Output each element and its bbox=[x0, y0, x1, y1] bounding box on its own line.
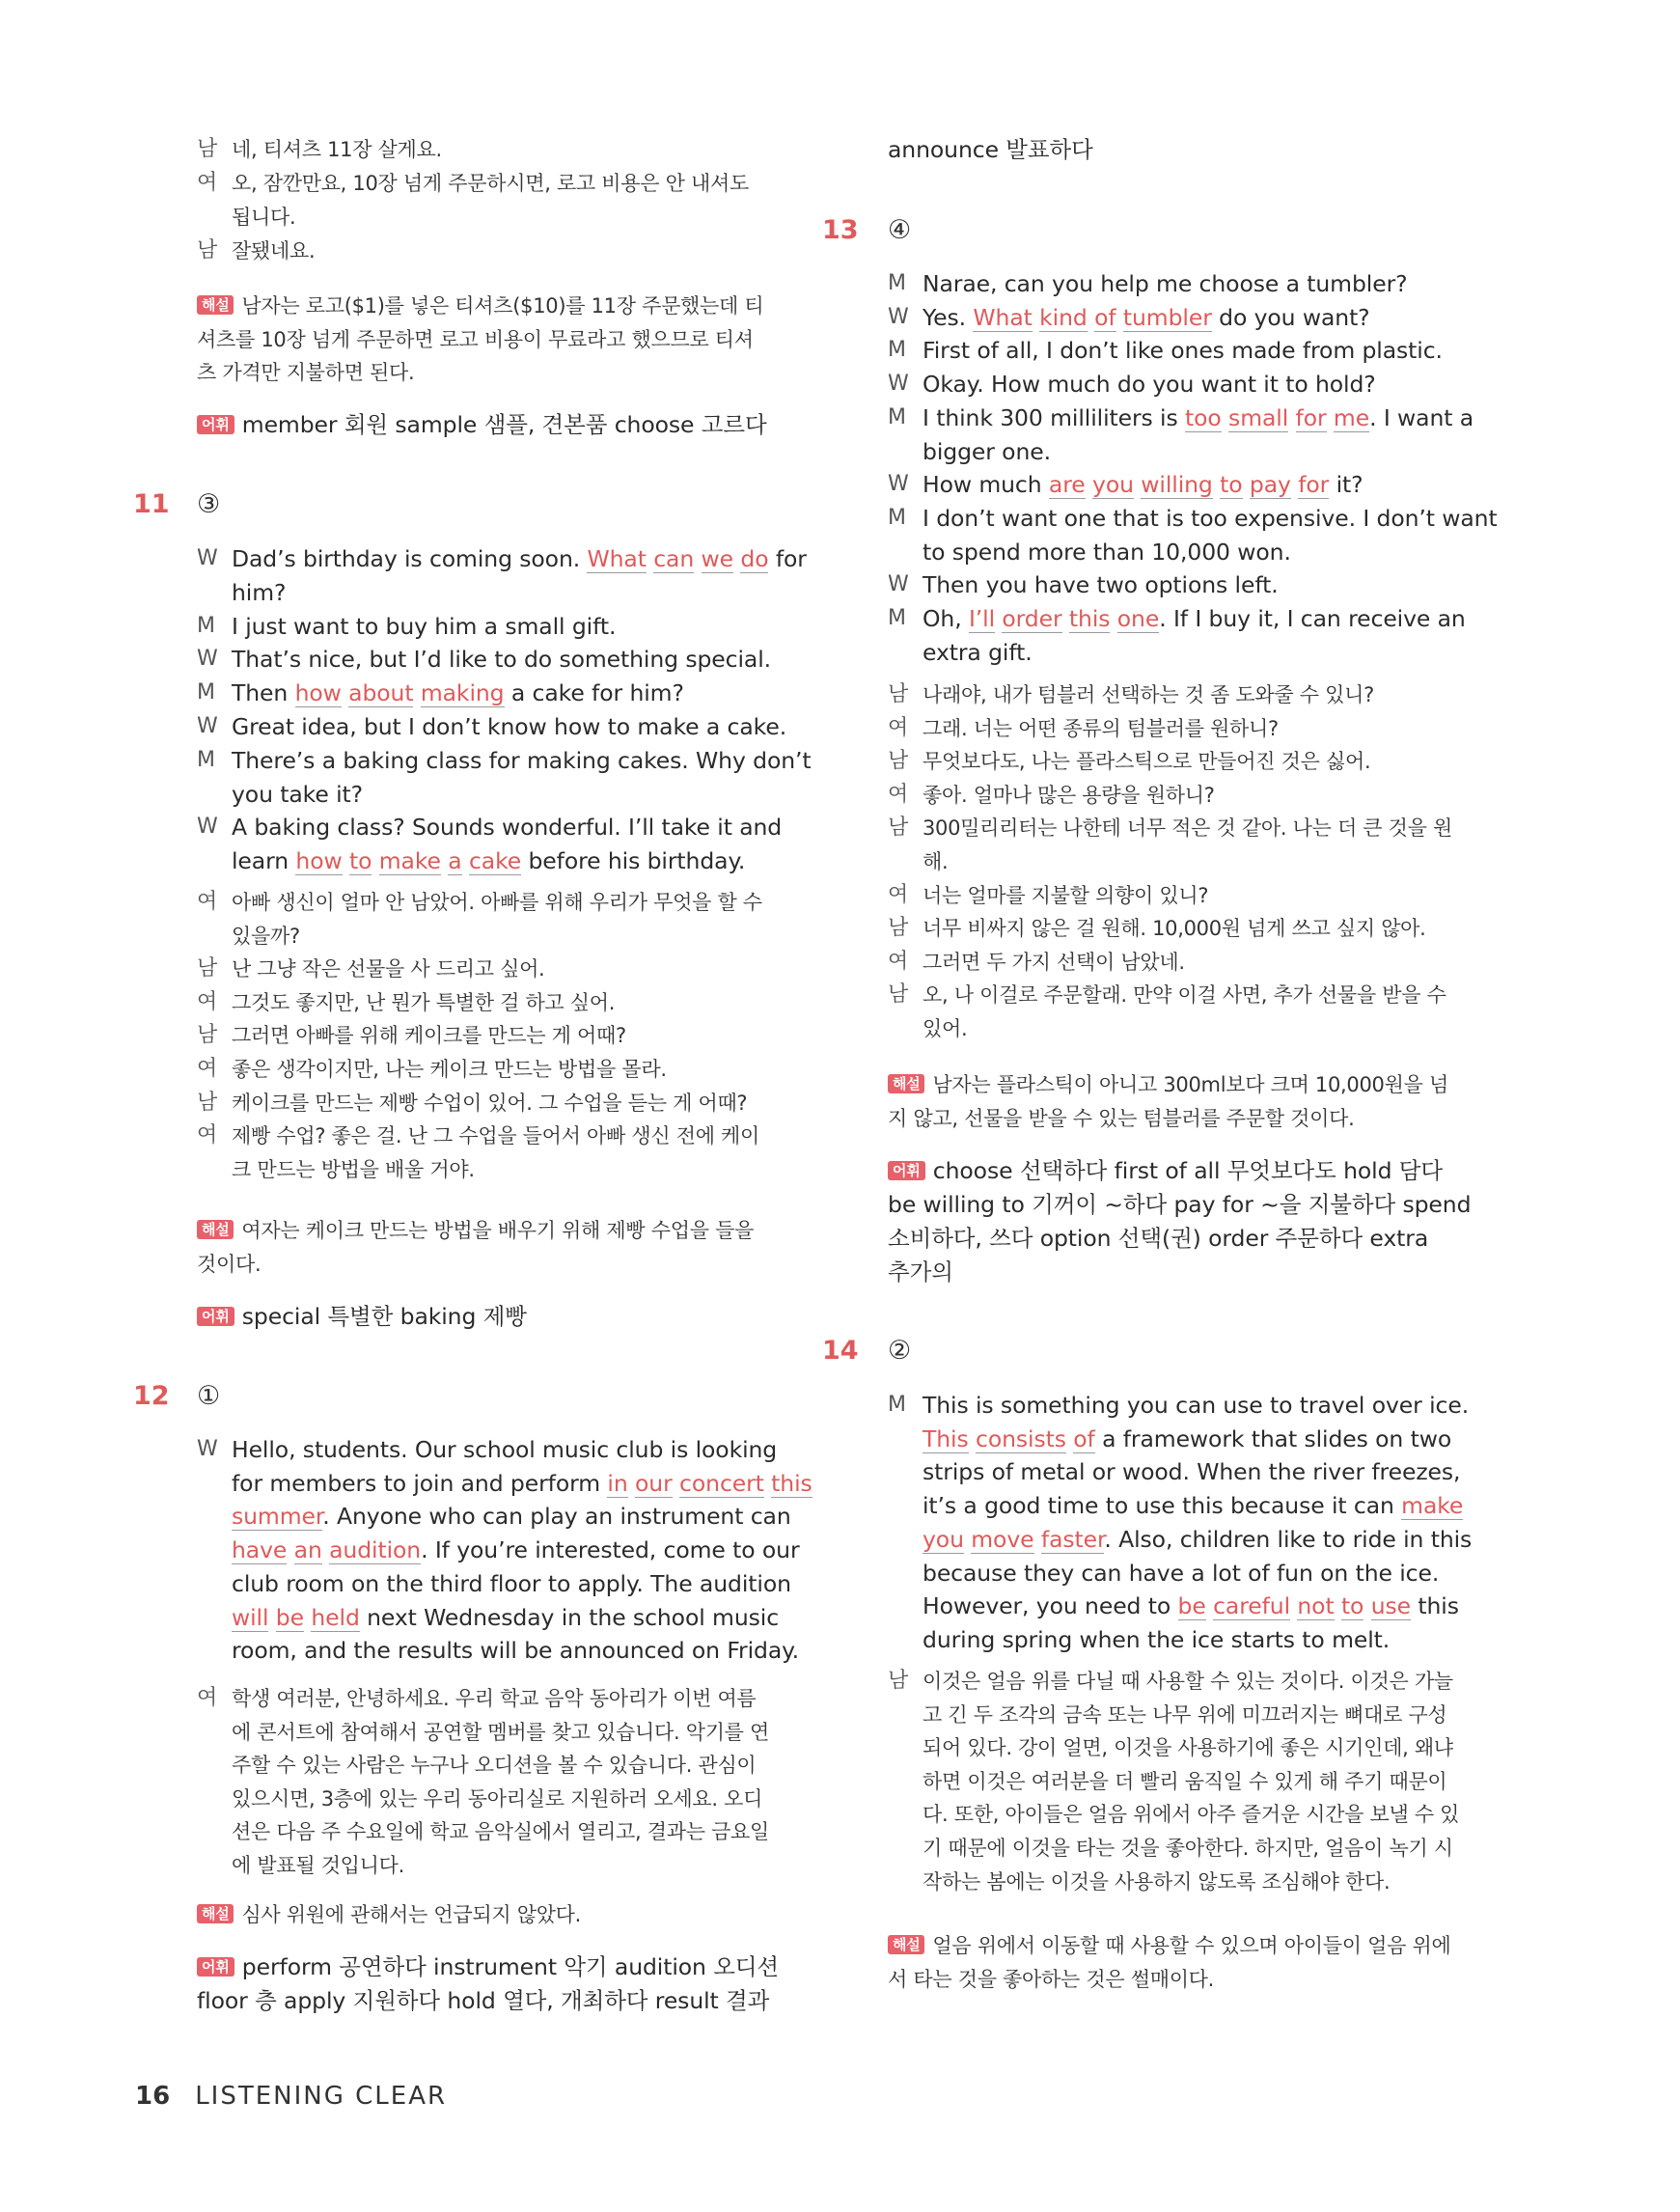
speaker-label: 남 bbox=[197, 1090, 217, 1115]
line-text: 좋은 생각이지만, 나는 케이크 만드는 방법을 몰라. bbox=[232, 1058, 667, 1081]
line-text: be willing to 기꺼이 ~하다 pay for ~을 지불하다 spend bbox=[888, 1191, 1472, 1218]
page-number: 16 bbox=[135, 2082, 171, 2111]
line-text: I just want to buy him a small gift. bbox=[232, 612, 617, 640]
line-text: 션은 다음 주 수요일에 학교 음악실에서 열리고, 결과는 금요일 bbox=[232, 1820, 770, 1844]
line-text: 나래야, 내가 텀블러 선택하는 것 좀 도와줄 수 있니? bbox=[923, 683, 1374, 706]
line-text: 셔츠를 10장 넘게 주문하면 로고 비용이 무료라고 했으므로 티셔 bbox=[197, 328, 754, 351]
speaker-label: M bbox=[888, 606, 906, 630]
question-number: 11 bbox=[133, 489, 170, 519]
speaker-label: W bbox=[197, 815, 218, 840]
blank-answer: in bbox=[607, 1469, 628, 1497]
blank-answer: held bbox=[311, 1603, 360, 1631]
line-text: 되어 있다. 강이 얼면, 이것을 사용하기에 좋은 시기인데, 왜냐 bbox=[923, 1736, 1453, 1760]
speaker-label: 여 bbox=[197, 1123, 217, 1148]
line-text: Hello, students. Our school music club is looking bbox=[232, 1436, 778, 1463]
line-text: 그래. 너는 어떤 종류의 텀블러를 원하니? bbox=[923, 716, 1279, 740]
line-text: Great idea, but I don’t know how to make a cake. bbox=[232, 713, 787, 740]
line-text: I don’t want one that is too expensive. I don’t want bbox=[923, 504, 1498, 532]
line-text: 해. bbox=[923, 850, 949, 873]
speaker-label: 여 bbox=[888, 715, 908, 740]
blank-answer: careful bbox=[1213, 1592, 1290, 1620]
blank-answer: consists bbox=[976, 1424, 1066, 1452]
explanation-badge: 해설 bbox=[197, 295, 234, 315]
line-text: bigger one. bbox=[923, 437, 1051, 465]
speaker-label: M bbox=[888, 505, 906, 530]
blank-answer: kind bbox=[1039, 303, 1088, 331]
line-text: you take it? bbox=[232, 780, 363, 808]
speaker-label: W bbox=[197, 1437, 218, 1461]
line-text: it’s a good time to use this because it can make bbox=[923, 1492, 1464, 1520]
blank-answer: our bbox=[635, 1469, 673, 1497]
blank-answer: I’ll bbox=[968, 605, 995, 632]
line-text: 제빵 수업? 좋은 걸. 난 그 수업을 들어서 아빠 생신 전에 케이 bbox=[232, 1124, 760, 1148]
question-number: 14 bbox=[822, 1336, 859, 1366]
speaker-label: 남 bbox=[888, 749, 908, 774]
line-text: However, you need to be careful not to use this bbox=[923, 1592, 1459, 1620]
blank-answer: small bbox=[1228, 403, 1289, 431]
answer-mark: ② bbox=[888, 1336, 912, 1366]
blank-answer: can bbox=[653, 545, 695, 572]
line-text: 너는 얼마를 지불할 의향이 있니? bbox=[923, 883, 1209, 907]
blank-answer: we bbox=[701, 545, 733, 572]
line-text: 무엇보다도, 나는 플라스틱으로 만들어진 것은 싫어. bbox=[923, 750, 1371, 774]
blank-answer: of bbox=[1094, 303, 1116, 331]
line-text: How much are you willing to pay for it? bbox=[923, 471, 1363, 499]
line-text: floor 층 apply 지원하다 hold 열다, 개최하다 result 결과 bbox=[197, 1987, 770, 2014]
speaker-label: M bbox=[888, 404, 906, 429]
speaker-label: 여 bbox=[197, 171, 217, 195]
blank-answer: move bbox=[971, 1525, 1034, 1553]
book-title: LISTENING CLEAR bbox=[195, 2082, 448, 2111]
explanation-badge: 해설 bbox=[888, 1074, 924, 1093]
blank-answer: What bbox=[587, 545, 647, 572]
line-text: 어휘 choose 선택하다 first of all 무엇보다도 hold 담다 bbox=[888, 1154, 1443, 1187]
line-text: This is something you can use to travel over ice. bbox=[923, 1392, 1470, 1419]
question-number: 13 bbox=[822, 215, 859, 245]
blank-answer: make bbox=[1401, 1492, 1464, 1520]
vocab-badge: 어휘 bbox=[197, 1307, 234, 1326]
blank-answer: be bbox=[1177, 1592, 1206, 1620]
blank-answer: have bbox=[232, 1536, 288, 1564]
line-text: 그러면 아빠를 위해 케이크를 만드는 게 어때? bbox=[232, 1024, 626, 1048]
explanation-badge: 해설 bbox=[197, 1904, 234, 1923]
speaker-label: W bbox=[197, 546, 218, 570]
line-text: 그것도 좋지만, 난 뭔가 특별한 걸 하고 싶어. bbox=[232, 990, 616, 1014]
line-text: 해설 심사 위원에 관해서는 언급되지 않았다. bbox=[197, 1898, 581, 1931]
blank-answer: pay bbox=[1249, 471, 1291, 499]
line-text: 크 만드는 방법을 배울 거야. bbox=[232, 1157, 475, 1181]
blank-answer: you bbox=[1092, 471, 1134, 499]
speaker-label: W bbox=[197, 647, 218, 672]
line-text: Then how about making a cake for him? bbox=[232, 679, 684, 707]
blank-answer: will bbox=[232, 1603, 269, 1631]
speaker-label: 남 bbox=[888, 682, 908, 706]
line-text: room, and the results will be announced on Friday. bbox=[232, 1637, 799, 1665]
line-text: 케이크를 만드는 제빵 수업이 있어. 그 수업을 듣는 게 어때? bbox=[232, 1091, 748, 1115]
blank-answer: order bbox=[1002, 605, 1062, 632]
blank-answer: about bbox=[348, 679, 414, 707]
blank-answer: willing bbox=[1141, 471, 1213, 499]
answer-mark: ③ bbox=[197, 489, 221, 519]
line-text: 난 그냥 작은 선물을 사 드리고 싶어. bbox=[232, 957, 545, 982]
explanation-badge: 해설 bbox=[888, 1935, 924, 1954]
speaker-label: 여 bbox=[197, 1686, 217, 1710]
line-text: to spend more than 10,000 won. bbox=[923, 538, 1291, 566]
speaker-label: W bbox=[888, 372, 909, 397]
blank-answer: this bbox=[1068, 605, 1111, 632]
blank-answer: how bbox=[294, 679, 342, 707]
speaker-label: W bbox=[888, 572, 909, 597]
line-text: 하면 이것은 여러분을 더 빨리 움직일 수 있게 해 주기 때문이 bbox=[923, 1769, 1447, 1793]
line-text: extra gift. bbox=[923, 638, 1033, 666]
answer-mark: ① bbox=[197, 1381, 221, 1411]
line-text: 고 긴 두 조각의 금속 또는 나무 위에 미끄러지는 뼈대로 구성 bbox=[923, 1702, 1447, 1727]
line-text: 네, 티셔츠 11장 살게요. bbox=[232, 138, 442, 161]
blank-answer: how bbox=[295, 847, 343, 875]
blank-answer: to bbox=[1340, 1592, 1364, 1620]
line-text: 어휘 member 회원 sample 샘플, 견본품 choose 고르다 bbox=[197, 408, 767, 441]
line-text: will be held next Wednesday in the school music bbox=[232, 1603, 780, 1631]
vocab-badge: 어휘 bbox=[197, 415, 234, 434]
blank-answer: This bbox=[923, 1424, 969, 1452]
answer-mark: ④ bbox=[888, 215, 912, 245]
speaker-label: 남 bbox=[197, 1023, 217, 1048]
blank-answer: you bbox=[923, 1525, 964, 1553]
line-text: 있으시면, 3층에 있는 우리 동아리실로 지원하러 오세요. 오디 bbox=[232, 1786, 763, 1811]
line-text: 오, 잠깐만요, 10장 넘게 주문하시면, 로고 비용은 안 내셔도 bbox=[232, 172, 749, 195]
blank-answer: making bbox=[420, 679, 505, 707]
line-text: 기 때문에 이것을 타는 것을 좋아한다. 하지만, 얼음이 녹기 시 bbox=[923, 1837, 1453, 1860]
line-text: 이것은 얼음 위를 다닐 때 사용할 수 있는 것이다. 이것은 가늘 bbox=[923, 1670, 1453, 1693]
line-text: 츠 가격만 지불하면 된다. bbox=[197, 361, 415, 384]
line-text: learn how to make a cake before his birthday. bbox=[232, 847, 746, 875]
speaker-label: 여 bbox=[197, 989, 217, 1014]
speaker-label: 남 bbox=[888, 1669, 908, 1693]
line-text: 그러면 두 가지 선택이 남았네. bbox=[923, 950, 1185, 974]
line-text: This consists of a framework that slides on two bbox=[923, 1424, 1452, 1452]
line-text: 해설 남자는 로고($1)를 넣은 티셔츠($10)를 11장 주문했는데 티 bbox=[197, 290, 763, 322]
line-text: A baking class? Sounds wonderful. I’ll take it and bbox=[232, 814, 783, 842]
blank-answer: of bbox=[1073, 1424, 1095, 1452]
line-text: 에 발표될 것입니다. bbox=[232, 1854, 405, 1877]
speaker-label: M bbox=[197, 747, 215, 772]
blank-answer: me bbox=[1333, 403, 1370, 431]
line-text: 오, 나 이걸로 주문할래. 만약 이걸 사면, 추가 선물을 받을 수 bbox=[923, 983, 1446, 1008]
blank-answer: a bbox=[448, 847, 462, 875]
line-text: Yes. What kind of tumbler do you want? bbox=[923, 303, 1370, 331]
line-text: Narae, can you help me choose a tumbler? bbox=[923, 270, 1408, 297]
blank-answer: to bbox=[1220, 471, 1243, 499]
line-text: 잘됐네요. bbox=[232, 239, 316, 263]
blank-answer: use bbox=[1370, 1592, 1412, 1620]
line-text: 됩니다. bbox=[232, 206, 296, 229]
speaker-label: 남 bbox=[197, 956, 217, 982]
line-text: 것이다. bbox=[197, 1253, 262, 1276]
speaker-label: 남 bbox=[197, 137, 217, 161]
blank-answer: for bbox=[1295, 403, 1327, 431]
speaker-label: 여 bbox=[888, 882, 908, 907]
line-text: club room on the third floor to apply. The audition bbox=[232, 1569, 791, 1597]
blank-answer: are bbox=[1048, 471, 1086, 499]
blank-answer: this bbox=[771, 1469, 812, 1497]
line-text: 에 콘서트에 참여해서 공연할 멤버를 찾고 있습니다. 악기를 연 bbox=[232, 1720, 770, 1744]
speaker-label: W bbox=[888, 472, 909, 497]
line-text: 작하는 봄에는 이것을 사용하지 않도록 조심해야 한다. bbox=[923, 1869, 1391, 1894]
explanation-badge: 해설 bbox=[197, 1220, 234, 1239]
speaker-label: 남 bbox=[888, 916, 908, 941]
vocab-badge: 어휘 bbox=[197, 1957, 234, 1977]
speaker-label: W bbox=[888, 304, 909, 329]
line-text: There’s a baking class for making cakes. Why don’t bbox=[232, 746, 812, 774]
blank-answer: cake bbox=[468, 847, 522, 875]
line-text: him? bbox=[232, 578, 287, 606]
blank-answer: concert bbox=[679, 1469, 764, 1497]
blank-answer: audition bbox=[329, 1536, 422, 1564]
speaker-label: 여 bbox=[197, 1057, 217, 1081]
line-text: First of all, I don’t like ones made from plastic. bbox=[923, 337, 1443, 365]
blank-answer: tumbler bbox=[1122, 303, 1212, 331]
speaker-label: W bbox=[197, 714, 218, 738]
line-text: 학생 여러분, 안녕하세요. 우리 학교 음악 동아리가 이번 여름 bbox=[232, 1687, 757, 1710]
line-text: 지 않고, 선물을 받을 수 있는 텀블러를 주문할 것이다. bbox=[888, 1107, 1355, 1130]
line-text: because they can have a lot of fun on the ice. bbox=[923, 1559, 1440, 1587]
blank-answer: not bbox=[1297, 1592, 1335, 1620]
line-text: 주할 수 있는 사람은 누구나 오디션을 볼 수 있습니다. 관심이 bbox=[232, 1754, 757, 1778]
question-number: 12 bbox=[133, 1381, 170, 1411]
line-text: during spring when the ice starts to melt. bbox=[923, 1625, 1391, 1653]
line-text: announce 발표하다 bbox=[888, 136, 1093, 163]
blank-answer: one bbox=[1116, 605, 1160, 632]
blank-answer: make bbox=[378, 847, 441, 875]
line-text: 해설 얼음 위에서 이동할 때 사용할 수 있으며 아이들이 얼음 위에 bbox=[888, 1929, 1450, 1962]
blank-answer: summer bbox=[232, 1503, 323, 1531]
blank-answer: be bbox=[275, 1603, 304, 1631]
speaker-label: 여 bbox=[197, 890, 217, 914]
line-text: strips of metal or wood. When the river freezes, bbox=[923, 1458, 1461, 1486]
line-text: 너무 비싸지 않은 걸 원해. 10,000원 넘게 쓰고 싶지 않아. bbox=[923, 917, 1426, 941]
speaker-label: M bbox=[888, 338, 906, 363]
line-text: That’s nice, but I’d like to do something special. bbox=[232, 646, 772, 674]
line-text: Okay. How much do you want it to hold? bbox=[923, 371, 1376, 399]
line-text: you move faster. Also, children like to ride in this bbox=[923, 1525, 1473, 1553]
page-footer bbox=[135, 2080, 447, 2113]
vocab-badge: 어휘 bbox=[888, 1161, 925, 1180]
line-text: have an audition. If you’re interested, come to our bbox=[232, 1536, 800, 1564]
line-text: 해설 남자는 플라스틱이 아니고 300ml보다 크며 10,000원을 넘 bbox=[888, 1068, 1448, 1101]
blank-answer: an bbox=[293, 1536, 322, 1564]
speaker-label: 여 bbox=[888, 782, 908, 807]
speaker-label: 남 bbox=[888, 982, 908, 1008]
blank-answer: do bbox=[740, 545, 769, 572]
blank-answer: too bbox=[1185, 403, 1222, 431]
line-text: 있을까? bbox=[232, 924, 300, 948]
line-text: 해설 여자는 케이크 만드는 방법을 배우기 위해 제빵 수업을 들을 bbox=[197, 1214, 754, 1247]
speaker-label: 남 bbox=[197, 238, 217, 263]
speaker-label: M bbox=[197, 680, 215, 705]
blank-answer: for bbox=[1298, 471, 1330, 499]
line-text: 좋아. 얼마나 많은 용량을 원하니? bbox=[923, 783, 1215, 807]
speaker-label: M bbox=[888, 271, 906, 295]
line-text: 어휘 perform 공연하다 instrument 악기 audition 오디션 bbox=[197, 1950, 779, 1983]
line-text: 다. 또한, 아이들은 얼음 위에서 아주 즐거운 시간을 보낼 수 있 bbox=[923, 1803, 1460, 1827]
line-text: 아빠 생신이 얼마 안 남았어. 아빠를 위해 우리가 무엇을 할 수 bbox=[232, 891, 762, 914]
line-text: I think 300 milliliters is too small for me. I want a bbox=[923, 403, 1474, 431]
blank-answer: to bbox=[348, 847, 372, 875]
line-text: 어휘 special 특별한 baking 제빵 bbox=[197, 1300, 527, 1333]
line-text: 소비하다, 쓰다 option 선택(권) order 주문하다 extra bbox=[888, 1225, 1429, 1252]
blank-answer: faster bbox=[1040, 1525, 1105, 1553]
line-text: Then you have two options left. bbox=[923, 571, 1279, 599]
speaker-label: 남 bbox=[888, 816, 908, 841]
speaker-label: M bbox=[197, 613, 215, 638]
line-text: 서 타는 것을 좋아하는 것은 썰매이다. bbox=[888, 1968, 1215, 1991]
speaker-label: M bbox=[888, 1393, 906, 1417]
line-text: Dad’s birthday is coming soon. What can we do for bbox=[232, 545, 807, 572]
blank-answer: What bbox=[973, 303, 1033, 331]
line-text: for members to join and perform in our concert this bbox=[232, 1469, 812, 1497]
line-text: 있어. bbox=[923, 1017, 968, 1040]
line-text: 300밀리리터는 나한테 너무 적은 것 같아. 나는 더 큰 것을 원 bbox=[923, 816, 1453, 841]
line-text: 추가의 bbox=[888, 1258, 953, 1286]
line-text: Oh, I’ll order this one. If I buy it, I can receive an bbox=[923, 605, 1466, 632]
line-text: summer. Anyone who can play an instrument can bbox=[232, 1503, 791, 1531]
speaker-label: 여 bbox=[888, 949, 908, 974]
